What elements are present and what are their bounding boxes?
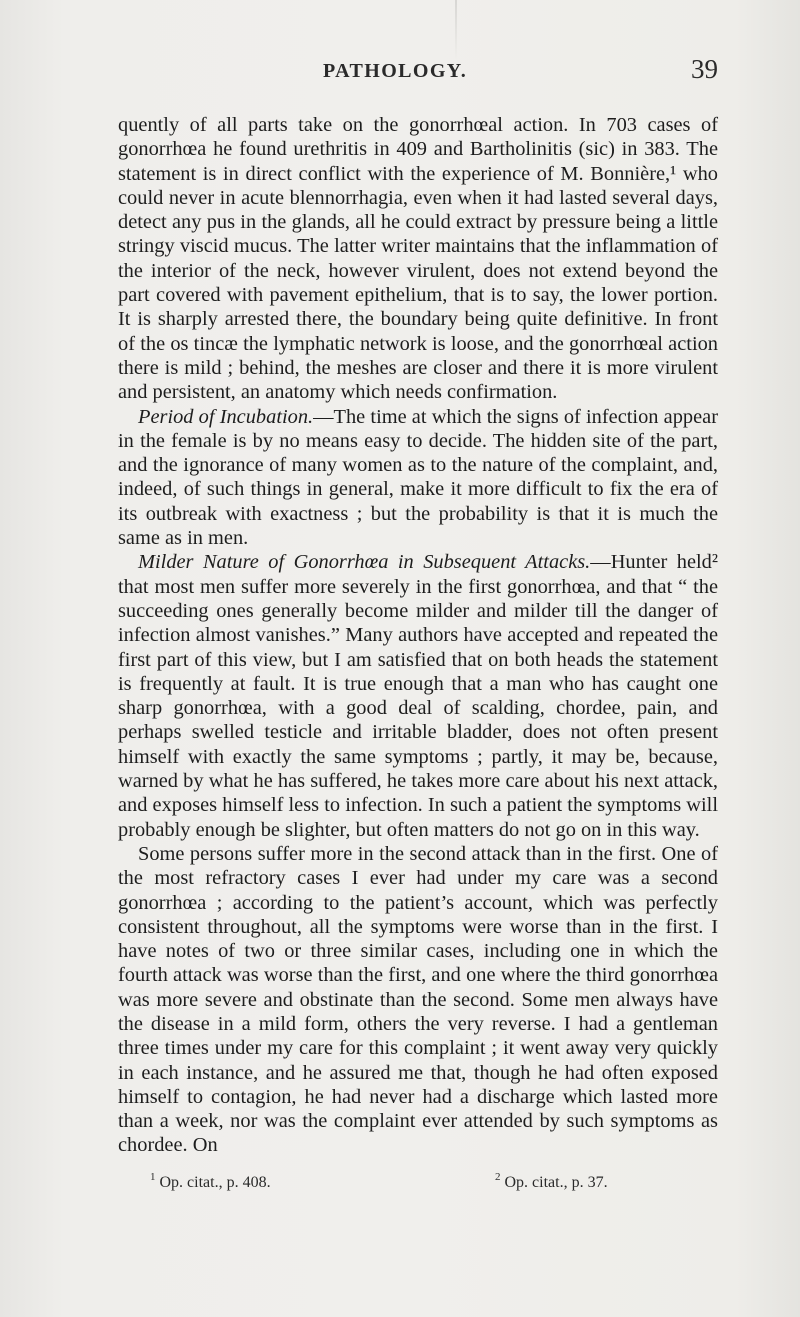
paragraph-3-text: —Hunter held² that most men suffer more severely in the first gonorrhœa, and that “ the succeeding ones generally become milder and milder till the danger of infection almost vanishes.” Many authors have accepted and repeated the first part of this view, but I am satisfied that on both heads the statement is frequently at fault. It is true enough that a man who has caught one sharp gonorrhœa, with a good deal of scalding, chordee, pain, and perhaps swelled testicle and irritable bladder, does not often present himself with exactly the same symptoms ; partly, it may be, because, warned by what he has suffered, he takes more care about his next attack, and exposes himself less to infection. In such a patient the symptoms will probably enough be slighter, but often matters do not go on in this way. xyxy=(118,551,718,841)
footnote-1-text: Op. citat., p. 408. xyxy=(159,1174,271,1191)
page-header xyxy=(118,54,718,100)
paragraph-4: Some persons suffer more in the second attack than in the first. One of the most refractory cases I ever had under my care was a second gonorrhœa ; according to the patient’s account, which was perfectly consistent throughout, all the symptoms were worse than in the first. I have notes of two or three similar cases, including one in which the fourth attack was worse than the first, and one where the third gonorrhœa was more severe and obstinate than the second. Some men always have the disease in a mild form, others the very reverse. I had a gentleman three times under my care for this complaint ; it went away very quickly in each instance, and he assured me that, though he had often exposed himself to contagion, he had never had a discharge which lasted more than a week, nor was the complaint ever attended by such symptoms as chordee. On xyxy=(118,842,718,1157)
section-heading-incubation: Period of Incubation. xyxy=(138,405,314,428)
footnote-2-text: Op. citat., p. 37. xyxy=(504,1174,608,1191)
running-head: PATHOLOGY. xyxy=(323,60,468,82)
scan-mark xyxy=(455,0,457,60)
paragraph-1: quently of all parts take on the gonorrhœal action. In 703 cases of gonorrhœa he found urethritis in 409 and Bartholinitis (sic) in 383. The statement is in direct conflict with the experience of M. Bonnière,¹ who could never in acute blennorrhagia, even when it had lasted several days, detect any pus in the glands, all he could extract by pressure being a little stringy viscid mucus. The latter writer maintains that the inflammation of the interior of the neck, however virulent, does not extend beyond the part covered with pavement epithelium, that is to say, the lower portion. It is sharply arrested there, the boundary being quite definitive. In front of the os tincæ the lymphatic network is loose, and the gonorrhœal action there is mild ; behind, the meshes are closer and there it is more virulent and persistent, an anatomy which needs confirmation. xyxy=(118,114,718,404)
paragraph-2-text: —The time at which the signs of infection appear in the female is by no means easy to decide. The hidden site of the part, and the ignorance of many women as to the nature of the complaint, and, indeed, of such things in general, make it more difficult to fix the era of its outbreak with exactness ; but the probability is that it is much the same as in men. xyxy=(118,405,718,550)
body-text xyxy=(118,113,718,1158)
paragraph-2 xyxy=(118,405,718,551)
paragraph-3 xyxy=(118,550,718,842)
section-heading-milder-nature: Milder Nature of Gonorrhœa in Subsequent Attacks. xyxy=(138,551,591,574)
footnote-1 xyxy=(150,1171,271,1192)
footnote-2-mark: 2 xyxy=(495,1171,501,1183)
footnote-2 xyxy=(495,1171,608,1192)
footnote-1-mark: 1 xyxy=(150,1171,156,1183)
page-number: 39 xyxy=(691,54,718,84)
